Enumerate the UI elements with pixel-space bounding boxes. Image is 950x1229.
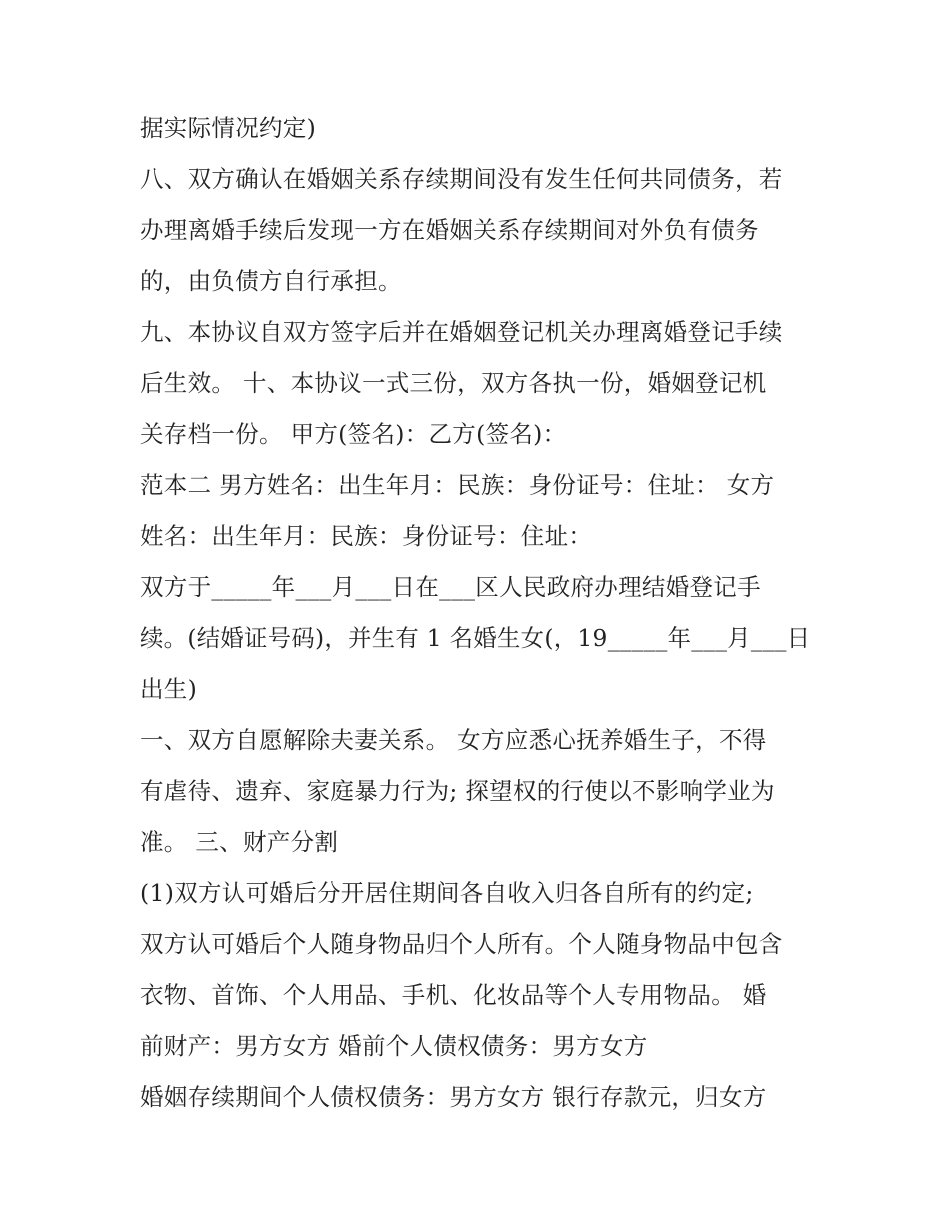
text-line: 婚姻存续期间个人债权债务：男方女方 银行存款元，归女方 [140,1083,767,1111]
text-line: 范本二 男方姓名：出生年月：民族：身份证号：住址： 女方 [140,471,775,499]
text-line: 办理离婚手续后发现一方在婚姻关系存续期间对外负有债务 [140,216,759,244]
text-line: 出生) [140,675,198,703]
text-line: (1)双方认可婚后分开居住期间各自收入归各自所有的约定; [140,879,754,907]
text-line: 九、本协议自双方签字后并在婚姻登记机关办理离婚登记手续 [140,318,783,346]
text-line: 的，由负债方自行承担。 [140,267,402,295]
text-line: 后生效。 十、本协议一式三份，双方各执一份，婚姻登记机 [140,369,767,397]
text-line: 准。 三、财产分割 [140,828,339,856]
text-line: 据实际情况约定) [140,114,317,142]
text-line: 关存档一份。 甲方(签名)：乙方(签名)： [140,420,567,448]
text-line: 双方认可婚后个人随身物品归个人所有。个人随身物品中包含 [140,930,783,958]
text-line: 八、双方确认在婚姻关系存续期间没有发生任何共同债务，若 [140,165,783,193]
text-line: 双方于_____年___月___日在___区人民政府办理结婚登记手 [140,573,761,601]
text-line: 前财产：男方女方 婚前个人债权债务：男方女方 [140,1032,648,1060]
text-line: 衣物、首饰、个人用品、手机、化妆品等个人专用物品。 婚 [140,981,767,1009]
text-line: 有虐待、遗弃、家庭暴力行为; 探望权的行使以不影响学业为 [140,777,775,805]
text-line: 姓名：出生年月：民族：身份证号：住址： [140,522,593,550]
text-line: 一、双方自愿解除夫妻关系。 女方应悉心抚养婚生子，不得 [140,726,767,754]
text-line: 续。(结婚证号码)，并生有 1 名婚生女(，19_____年___月___日 [140,624,811,652]
